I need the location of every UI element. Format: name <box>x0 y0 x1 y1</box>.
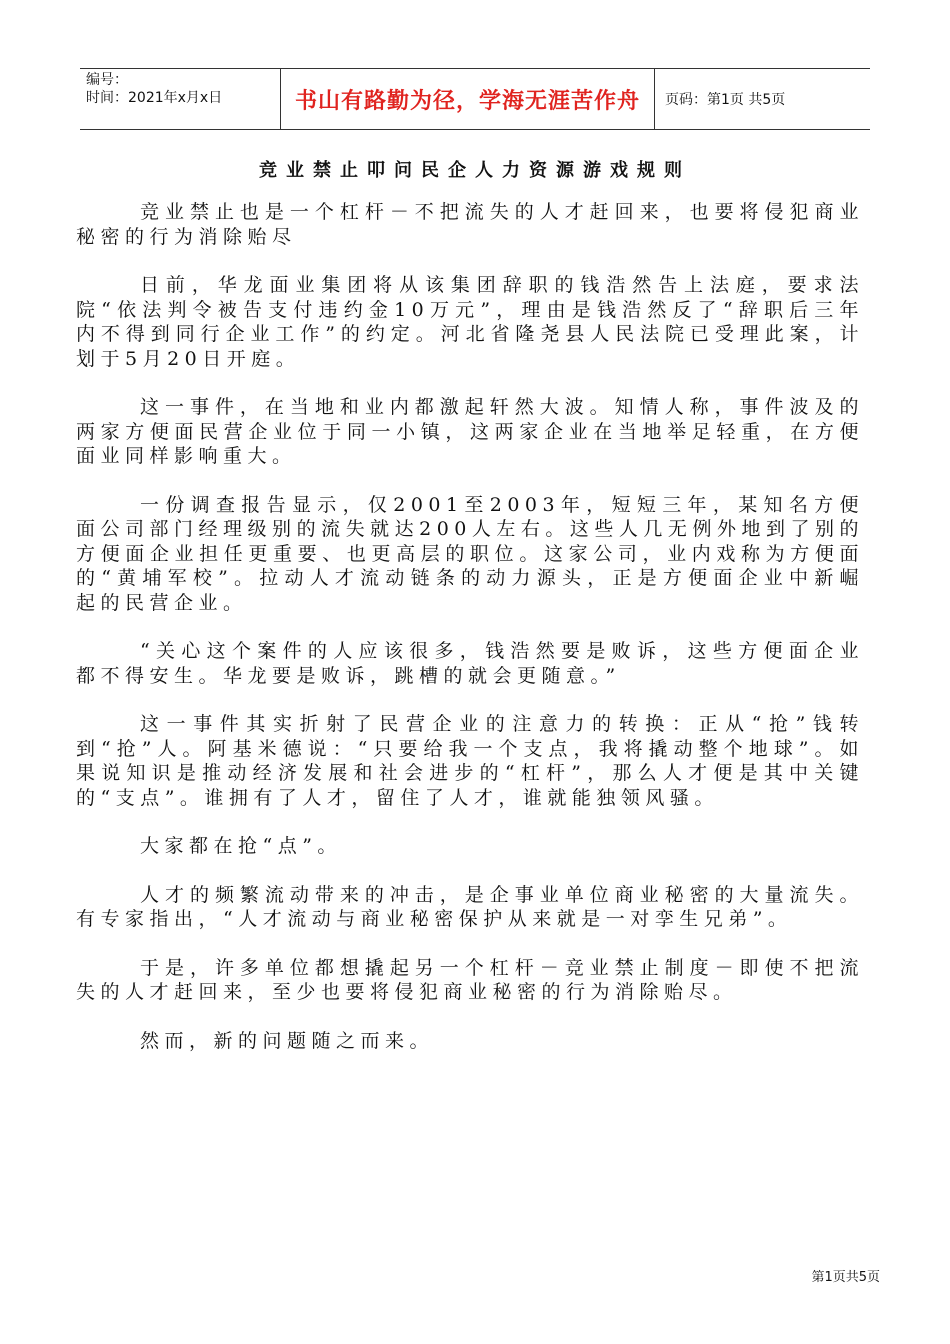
number-label: 编号： <box>86 72 128 88</box>
page-footer: 第1页共5页 <box>811 1270 880 1285</box>
document-body <box>76 200 864 1077</box>
paragraph: 竞业禁止也是一个杠杆－不把流失的人才赶回来，也要将侵犯商业秘密的行为消除贻尽 <box>76 201 864 248</box>
document-title: 竞业禁止叩问民企人力资源游戏规则 <box>259 160 691 181</box>
paragraph: 日前，华龙面业集团将从该集团辞职的钱浩然告上法庭，要求法院“依法判令被告支付违约金10万元”，理由是钱浩然反了“辞职后三年内不得到同行企业工作”的约定。河北省隆尧县人民法院已受理此案，计划于5月20日开庭。 <box>76 274 864 370</box>
paragraph: 一份调查报告显示，仅2001至2003年，短短三年，某知名方便面公司部门经理级别的流失就达200人左右。这些人几无例外地到了别的方便面企业担任更重要、也更高层的职位。这家公司，业内戏称为方便面的“黄埔军校”。拉动人才流动链条的动力源头，正是方便面企业中新崛起的民营企业。 <box>76 493 864 614</box>
header-meta <box>80 69 281 129</box>
paragraph: 这一事件其实折射了民营企业的注意力的转换：正从“抢”钱转到“抢”人。阿基米德说：“只要给我一个支点，我将撬动整个地球”。如果说知识是推动经济发展和社会进步的“杠杆”，那么人才便是其中关键的“支点”。谁拥有了人才，留住了人才，谁就能独领风骚。 <box>76 713 864 809</box>
paragraph: 这一事件，在当地和业内都激起轩然大波。知情人称，事件波及的两家方便面民营企业位于同一小镇，这两家企业在当地举足轻重，在方便面业同样影响重大。 <box>76 396 864 467</box>
motto-banner: 书山有路勤为径，学海无涯苦作舟 <box>281 69 655 129</box>
paragraph: “关心这个案件的人应该很多，钱浩然要是败诉，这些方便面企业都不得安生。华龙要是败诉，跳槽的就会更随意。” <box>76 640 864 687</box>
time-line: 时间：2021年x月x日 <box>86 90 223 106</box>
paragraph: 人才的频繁流动带来的冲击，是企事业单位商业秘密的大量流失。有专家指出，“人才流动与商业秘密保护从来就是一对孪生兄弟”。 <box>76 883 864 930</box>
header-page-info: 页码：第1页 共5页 <box>665 92 786 108</box>
paragraph: 于是，许多单位都想撬起另一个杠杆－竞业禁止制度－即使不把流失的人才赶回来，至少也要将侵犯商业秘密的行为消除贻尽。 <box>76 956 864 1003</box>
paragraph: 大家都在抢“点”。 <box>140 835 342 857</box>
document-header <box>80 68 870 130</box>
paragraph: 然而，新的问题随之而来。 <box>140 1029 435 1052</box>
